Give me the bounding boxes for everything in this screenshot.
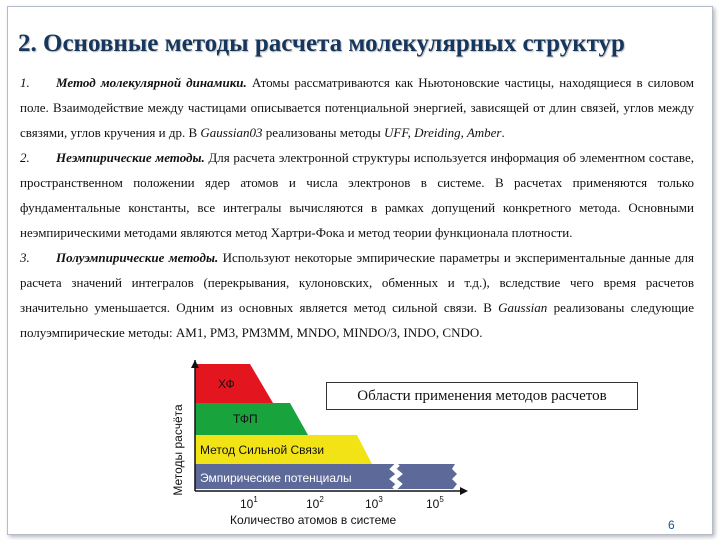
band-label-tight-binding: Метод Сильной Связи [200, 443, 325, 457]
paragraph-term: Полуэмпирические методы. [56, 250, 219, 265]
paragraph-molecular-dynamics [20, 70, 694, 145]
paragraph-text: . [501, 125, 505, 140]
x-tick-label: $10^5$ [426, 495, 444, 511]
paragraph-text: реализованы методы [262, 125, 385, 140]
paragraph-text: Атомы рассматриваются как Ньютоновские частицы, находящиеся в силовом поле. Взаимодействие между частицами описывается потенциальной энергией, зависящей от длин связей, углов между связями, углов кручения и др. В [20, 75, 694, 140]
paragraph-text: Используют некоторые эмпирические параметры и экспериментальные данные для расчета значений интегралов (перекрывания, кулоновских, обменных и т.д.), вследствие чего время расчетов значительно уменьшается. Одним из основных является метод сильной связи. В [20, 250, 694, 315]
x-axis-arrow [460, 487, 468, 495]
x-tick-label: $10^1$ [240, 495, 258, 511]
paragraph-text: реализованы следующие полуэмпирические методы: AM1, PM3, PM3MM, MNDO, MINDO/3, INDO, CNDO. [20, 300, 694, 340]
software-name: Gaussian03 [200, 125, 263, 140]
x-axis-label: Количество атомов в системе [230, 513, 397, 527]
slide-title: 2. Основные методы расчета молекулярных структур [18, 30, 625, 57]
paragraph-number: 2. [20, 150, 30, 165]
paragraph-term: Метод молекулярной динамики. [56, 75, 247, 90]
paragraph-ab-initio [20, 145, 694, 245]
paragraph-text: Для расчета электронной структуры используется информация об элементном составе, пространственном положении ядер атомов и числа электронов в системе. В расчетах применяются только фундаментальные константы, все интегралы вычисляются в рамках допущений конкретного метода. Основными неэмпирическими методами являются метод Хартри-Фока и метод теории функционала плотности. [20, 150, 694, 240]
paragraph-number: 1. [20, 75, 30, 90]
paragraph-semi-empirical [20, 245, 694, 345]
paragraph-number: 3. [20, 250, 30, 265]
band-label-empirical: Эмпирические потенциалы [200, 471, 352, 485]
y-axis-label: Методы расчёта [171, 404, 185, 496]
page-number: 6 [668, 518, 675, 532]
callout-box: Области применения методов расчетов [326, 382, 638, 410]
band-label-dft: ТФП [233, 412, 258, 426]
software-name: Gaussian [498, 300, 548, 315]
slide-body [20, 70, 694, 345]
x-tick-label: $10^3$ [365, 495, 383, 511]
method-names: UFF, Dreiding, Amber [384, 125, 502, 140]
paragraph-term: Неэмпирические методы. [56, 150, 205, 165]
x-tick-label: $10^2$ [306, 495, 324, 511]
band-label-hartree-fock: ХФ [218, 377, 235, 391]
